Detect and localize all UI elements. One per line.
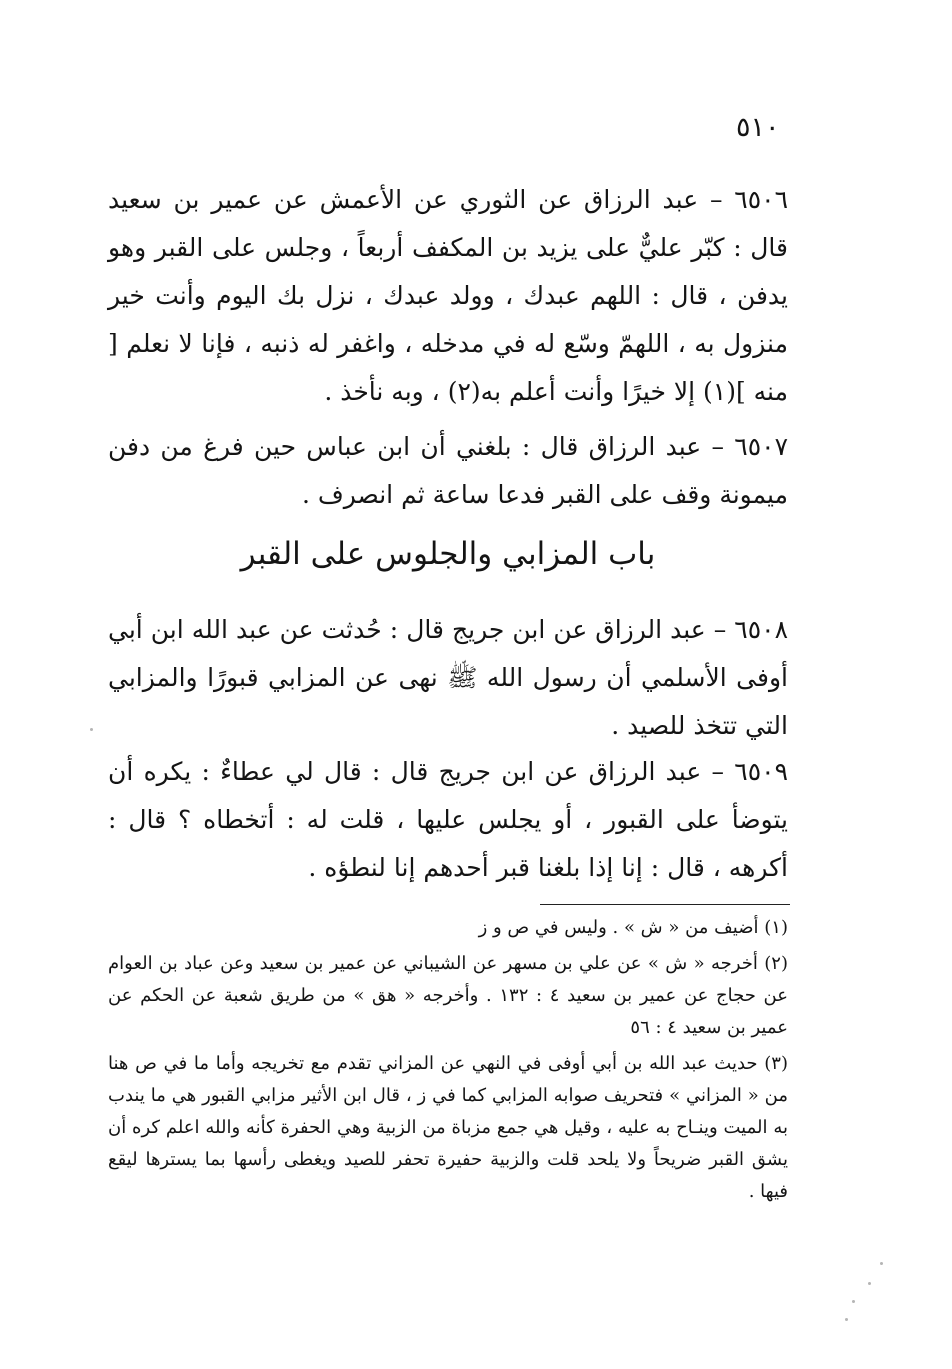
footnote-text: أخرجه « ش » عن علي بن مسهر عن الشيباني عن عمير بن سعيد وعن عباد بن العوام عن حجاج عن عمير بن سعيد ٤ : ١٣٢ . وأخرجه « هق » من طريق شعبة عن الحكم عن عمير بن سعيد ٤ : ٥٦ [108,953,788,1038]
page-number: ٥١٠ [736,112,780,143]
hadith-6509: ٦٥٠٩ – عبد الرزاق عن ابن جريج قال : قال لي عطاءٌ : يكره أن يتوضأ على القبور ، أو يجلس عليها ، قلت له : أتخطاه ؟ قال : أكرهه ، قال : إنا إذا بلغنا قبر أحدهم إنا لنطؤه . [108,757,788,882]
scan-speck [90,728,93,731]
scan-speck [852,1300,855,1303]
footnote-marker: (١) [764,917,788,938]
hadith-number: ٦٥٠٧ [734,432,789,461]
footnote-text: حديث عبد الله بن أبي أوفى في النهي عن المزاني تقدم مع تخريجه وأما ما في ص هنا من « المزاني » فتحريف صوابه المزابي كما في ز ، قال ابن الأثير مزابي القبور هي ما يندب به الميت وينـاح به عليه ، وقيل هي جمع مزباة من الزبية وهي الحفرة كأنه والله اعلم كره أن يشق القبر ضريحاً ولا يلحد قلت والزبية حفيرة تحفر للصيد ويغطى رأسها بما يسترها ليقع فيها . [108,1053,788,1202]
hadith-number: ٦٥٠٩ [734,757,788,786]
hadith-text: عبد الرزاق قال : بلغني أن ابن عباس حين فرغ من دفن ميمونة وقف على القبر فدعا ساعة ثم انصرف . [108,432,788,509]
footnotes [108,912,788,1212]
footnote-marker: (٣) [764,1053,788,1074]
footnote-divider [540,904,790,905]
hadith-6506: ٦٥٠٦ – عبد الرزاق عن الثوري عن الأعمش عن عمير بن سعيد قال : كبّر عليٌّ على يزيد بن المكفف أربعاً ، وجلس على القبر وهو يدفن ، قال : اللهم عبدك ، وولد عبدك ، نزل بك اليوم وأنت خير منزول به ، اللهمّ وسّع له في مدخله ، واغفر له ذنبه ، فإنا لا نعلم [ منه ](١) إلا خيرًا وأنت أعلم به(٢) ، وبه نأخذ . [108,185,788,406]
hadith-6508: ٦٥٠٨ – عبد الرزاق عن ابن جريج قال : حُدثت عن عبد الله ابن أبي أوفى الأسلمي أن رسول الله ﷺ نهى عن المزابي قبورًا والمزابي التي تتخذ للصيد . [108,615,789,740]
footnote-2 [108,948,788,1044]
scan-speck [880,1262,883,1265]
footnote-marker: (٢) [764,953,788,974]
hadith-text: عبد الرزاق عن ابن جريج قال : قال لي عطاءٌ : يكره أن يتوضأ على القبور ، أو يجلس عليها ، قلت له : أتخطاه ؟ قال : أكرهه ، قال : إنا إذا بلغنا قبر أحدهم إنا لنطؤه . [108,757,788,882]
footnote-1 [108,912,788,944]
footnote-3 [108,1048,788,1208]
scan-speck [868,1282,871,1285]
hadith-number: ٦٥٠٨ [734,615,789,644]
footnote-text: أضيف من « ش » . وليس في ص و ز [478,917,759,938]
hadith-number: ٦٥٠٦ [734,185,788,214]
hadith-text: عبد الرزاق عن ابن جريج قال : حُدثت عن عبد الله ابن أبي أوفى الأسلمي أن رسول الله ﷺ نهى عن المزابي قبورًا والمزابي التي تتخذ للصيد . [108,615,788,740]
scan-speck [845,1318,848,1321]
chapter-heading: باب المزابي والجلوس على القبر [240,536,656,572]
hadith-6507: ٦٥٠٧ – عبد الرزاق قال : بلغني أن ابن عباس حين فرغ من دفن ميمونة وقف على القبر فدعا ساعة ثم انصرف . [108,432,789,509]
hadith-text: عبد الرزاق عن الثوري عن الأعمش عن عمير بن سعيد قال : كبّر عليٌّ على يزيد بن المكفف أربعاً ، وجلس على القبر وهو يدفن ، قال : اللهم عبدك ، وولد عبدك ، نزل بك اليوم وأنت خير منزول به ، اللهمّ وسّع له في مدخله ، واغفر له ذنبه ، فإنا لا نعلم [ منه ](١) إلا خيرًا وأنت أعلم به(٢) ، وبه نأخذ . [108,185,788,406]
